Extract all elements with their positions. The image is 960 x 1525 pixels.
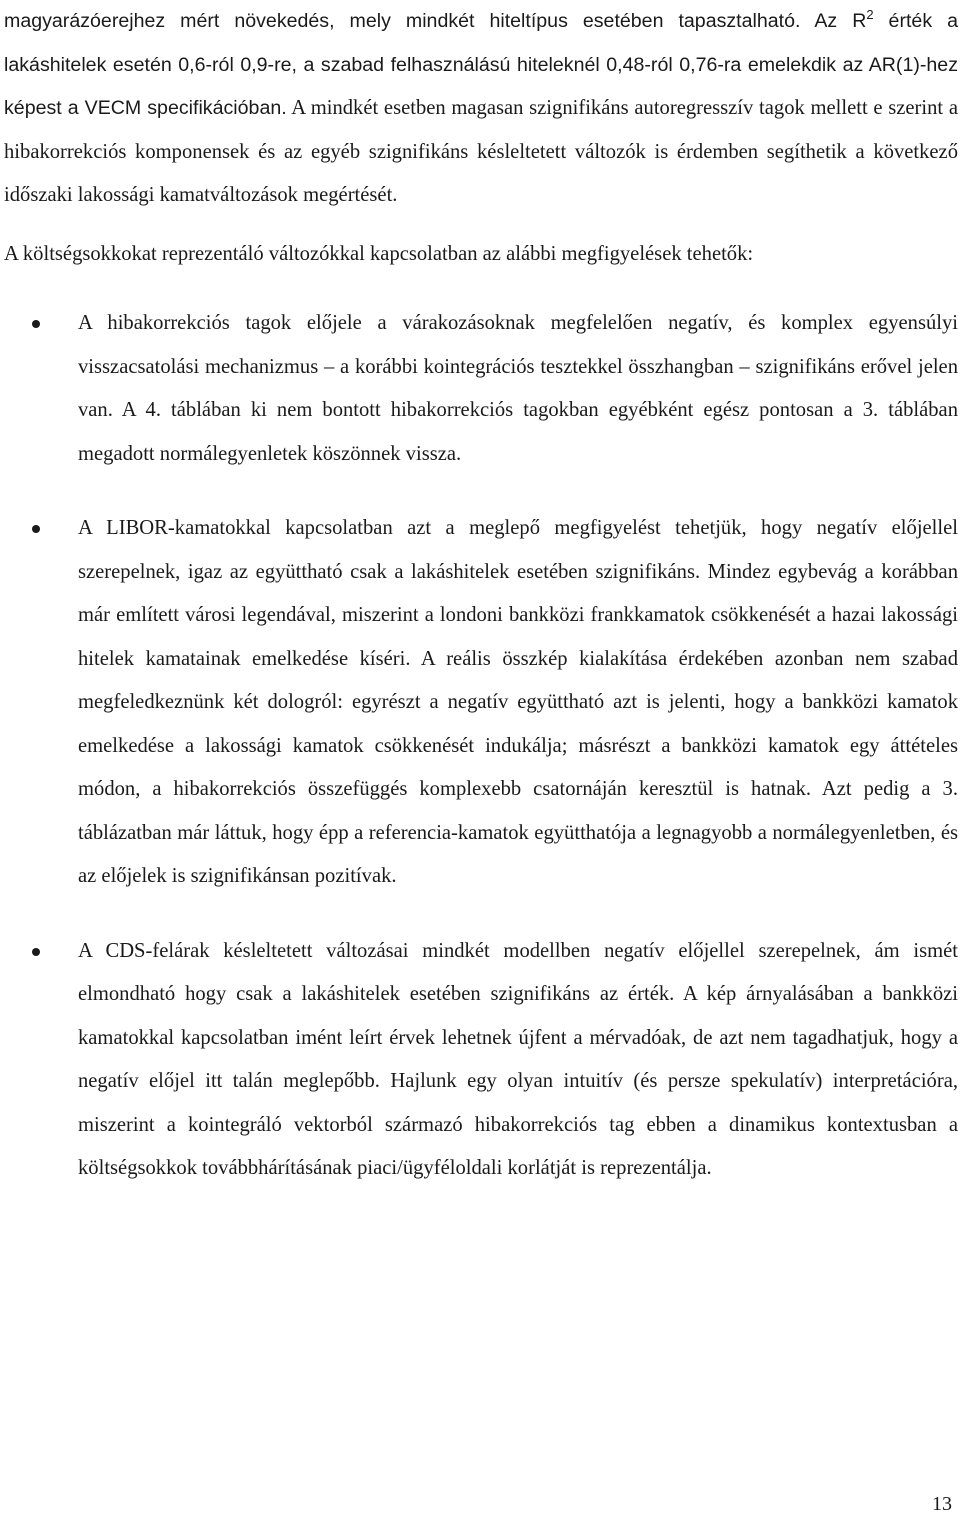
observation-text: A CDS-felárak késleltetett változásai mindkét modellben negatív előjellel szerepelnek, ám ismét elmondható hogy csak a lakáshitelek esetében szignifikáns az érték. A kép árnyalásában a bankközi kamatokkal kapcsolatban imént leírt érvek lehetnek újfent a mérvadóak, de azt nem tagadhatjuk, hogy a negatív előjel itt talán meglepőbb. Hajlunk egy olyan intuitív (és persze spekulatív) interpretációra, miszerint a kointegráló vektorból származó hibakorrekciós tag ebben a dinamikus kontextusban a költségsokkok továbbhárításának piaci/ügyféloldali korlátját is reprezentálja. [78,939,958,1179]
observation-text: A LIBOR-kamatokkal kapcsolatban azt a meglepő megfigyelést tehetjük, hogy negatív előjellel szerepelnek, igaz az együttható csak a lakáshitelek esetében szignifikáns. Mindez egybevág a korábban már említett városi legendával, miszerint a londoni bankközi frankkamatok csökkenését a hazai lakossági hitelek kamatainak emelkedése kíséri. A reális összkép kialakítása érdekében azonban nem szabad megfeledkeznünk két dologról: egyrészt a negatív együttható azt is jelenti, hogy a bankközi kamatok emelkedése a lakossági kamatok csökkenését indukálja; másrészt a bankközi kamatok egy áttételes módon, a hibakorrekciós összefüggés komplexebb csatornáján keresztül is hatnak. Azt pedig a 3. táblázatban már láttuk, hogy épp a referencia-kamatok együtthatója a legnagyobb a normálegyenletben, és az előjelek is szignifikánsan pozitívak. [78,517,958,887]
observation-text: A hibakorrekciós tagok előjele a várakozásoknak megfelelően negatív, és komplex egyensúlyi visszacsatolási mechanizmus – a korábbi kointegrációs tesztekkel összhangban – szignifikáns erővel jelen van. A 4. táblában ki nem bontott hibakorrekciós tagokban egyébként egész pontosan a 3. táblában megadott normálegyenletek köszönnek vissza. [78,312,958,465]
r2-text-before-superscript: magyarázóerejhez mért növekedés, mely mindkét hiteltípus esetében tapasztalható. Az R [4,10,867,32]
document-page [4,0,958,1191]
r2-text-after-superscript: érték a lakáshitelek esetén 0,6-ról 0,9-re, a szabad felhasználású hiteleknél 0,48-ról 0,76-ra emelekdik az AR(1)-hez képest a VECM specifikációban. [4,10,958,119]
paragraph-r2-results [4,0,958,218]
paragraph-text-serif: A mindkét esetben magasan szignifikáns autoregresszív tagok mellett e szerint a hibakorrekciós komponensek és az egyéb szignifikáns késleltetett változók is érdemben segíthetik a következő időszaki lakossági kamatváltozások megértését. [4,97,959,206]
bullet-icon [32,948,40,956]
r2-superscript: 2 [866,7,874,22]
page-number: 13 [932,1493,952,1515]
observation-item-libor [4,507,958,899]
observation-item-cds [4,930,958,1191]
cost-shock-intro: A költségsokkokat reprezentáló változókkal kapcsolatban az alábbi megfigyelések tehetők: [4,242,754,265]
observations-list [4,302,958,1191]
bullet-icon [32,320,40,328]
bullet-icon [32,525,40,533]
observation-item-error-correction [4,302,958,476]
